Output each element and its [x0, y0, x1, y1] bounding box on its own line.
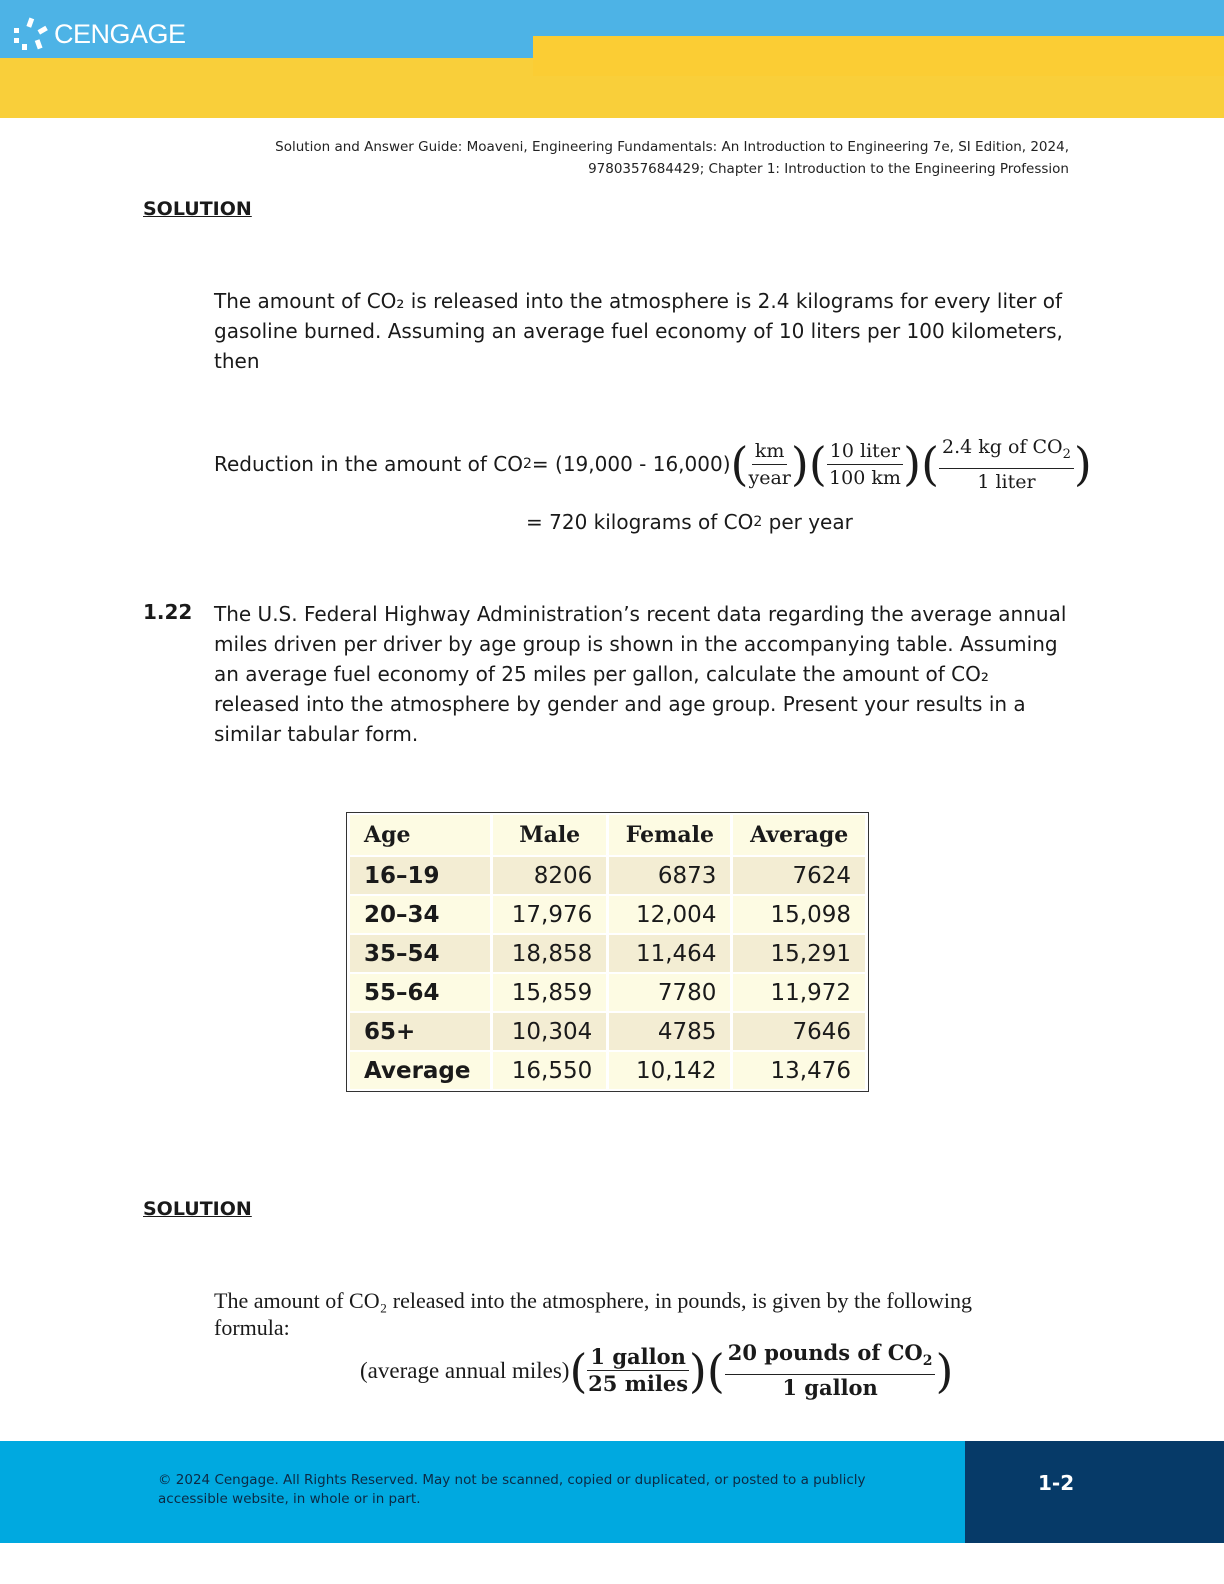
table-cell: 7624 [733, 857, 865, 894]
solution-heading: SOLUTION [143, 198, 252, 220]
header-banner [0, 0, 1224, 118]
solution-heading: SOLUTION [143, 1198, 252, 1220]
table-cell: 15,098 [733, 896, 865, 933]
fraction [939, 434, 1074, 495]
table-cell: 8206 [493, 857, 606, 894]
denominator: 100 km [829, 466, 901, 489]
reduction-result [526, 510, 853, 534]
copyright: © 2024 Cengage. All Rights Reserved. May not be scanned, copied or duplicated, or posted to a publicly accessible website, in whole or in part. [158, 1472, 866, 1507]
result-text: = 720 kilograms of CO [526, 510, 754, 534]
table-cell: 55–64 [350, 974, 490, 1011]
table-cell: 17,976 [493, 896, 606, 933]
logo-text: CENGAGE [54, 18, 186, 49]
table-cell: 6873 [609, 857, 730, 894]
table-row [350, 857, 865, 894]
table-cell: 16–19 [350, 857, 490, 894]
table-row [350, 935, 865, 972]
table-cell: Average [350, 1052, 490, 1089]
table-cell: 18,858 [493, 935, 606, 972]
table-cell: 35–54 [350, 935, 490, 972]
sub: 2 [1062, 446, 1071, 462]
col-header: Average [733, 815, 865, 855]
solution-text: The amount of CO₂ released into the atmosphere, in pounds, is given by the following formula: [214, 1288, 972, 1340]
denominator: 1 gallon [782, 1375, 878, 1401]
solution-text: The amount of CO₂ is released into the atmosphere is 2.4 kilograms for every liter of gasoline burned. Assuming an average fuel economy of 10 liters per 100 kilometers, then [214, 289, 1063, 373]
meta-line: Solution and Answer Guide: Moaveni, Engineering Fundamentals: An Introduction to Engineering 7e, SI Edition, 2024, [275, 139, 1069, 155]
table-cell: 16,550 [493, 1052, 606, 1089]
col-header: Age [350, 815, 490, 855]
footer [0, 1441, 1224, 1543]
table-cell: 12,004 [609, 896, 730, 933]
cengage-logo [12, 16, 186, 52]
col-header: Male [493, 815, 606, 855]
denominator: 1 liter [977, 470, 1036, 493]
table-cell: 15,859 [493, 974, 606, 1011]
fraction [748, 438, 790, 491]
table-cell: 10,142 [609, 1052, 730, 1089]
table-cell: 10,304 [493, 1013, 606, 1050]
numerator: km [752, 438, 788, 465]
result-text: per year [762, 510, 853, 534]
sub: 2 [922, 1353, 933, 1370]
numerator: 2.4 kg of CO [942, 436, 1063, 458]
table-cell: 11,972 [733, 974, 865, 1011]
table-cell: 7646 [733, 1013, 865, 1050]
table-cell: 13,476 [733, 1052, 865, 1089]
page-number: 1-2 [1038, 1471, 1075, 1495]
document-meta [275, 136, 1069, 180]
table-cell: 7780 [609, 974, 730, 1011]
problem-number: 1.22 [143, 600, 193, 624]
eq-sub: 2 [522, 456, 532, 473]
formula-lhs: (average annual miles) [360, 1357, 570, 1383]
table-row [350, 974, 865, 1011]
miles-table [346, 812, 869, 1092]
table-row [350, 896, 865, 933]
fraction [725, 1340, 936, 1401]
meta-line: 9780357684429; Chapter 1: Introduction to the Engineering Profession [588, 161, 1069, 177]
table-header-row [350, 815, 865, 855]
cengage-logo-icon [12, 16, 48, 52]
table-cell: 4785 [609, 1013, 730, 1050]
table-row [350, 1013, 865, 1050]
numerator: 10 liter [827, 438, 903, 465]
numerator: 1 gallon [587, 1344, 688, 1371]
table-cell: 11,464 [609, 935, 730, 972]
table-row [350, 1052, 865, 1089]
sub: 2 [753, 514, 763, 530]
fraction [827, 438, 903, 491]
eq-lhs: Reduction in the amount of CO [214, 452, 523, 477]
reduction-equation: Reduction in the amount of CO 2 = (19,000 - 16,000) ( $\frac{km}{\text{year}}$ ) ( $\frac{\text{10 liter}}{100 km}$ ) ( $\frac{2.4 kg of CO_2}{\text{1 liter}}$ ) [214, 436, 1092, 493]
co2-formula: (average annual miles) ( $\frac{\text{1 gallon}}{\text{25 miles}}$ ) ( $\frac{20 pounds of CO_2}{\text{1 gallon}}$ ) [360, 1340, 954, 1401]
col-header: Female [609, 815, 730, 855]
problem-text: The U.S. Federal Highway Administration’s recent data regarding the average annual miles driven per driver by age group is shown in the accompanying table. Assuming an average fuel economy of 25 miles per gallon, calculate the amount of CO₂ released into the atmosphere by gender and age group. Present your results in a similar tabular form. [214, 602, 1067, 746]
numerator: 20 pounds of CO [727, 1340, 923, 1365]
denominator: 25 miles [588, 1371, 689, 1397]
table-cell: 20–34 [350, 896, 490, 933]
table-cell: 65+ [350, 1013, 490, 1050]
denominator: year [748, 466, 791, 489]
eq-mid: = (19,000 - 16,000) [531, 452, 731, 477]
fraction [587, 1344, 688, 1397]
table-cell: 15,291 [733, 935, 865, 972]
